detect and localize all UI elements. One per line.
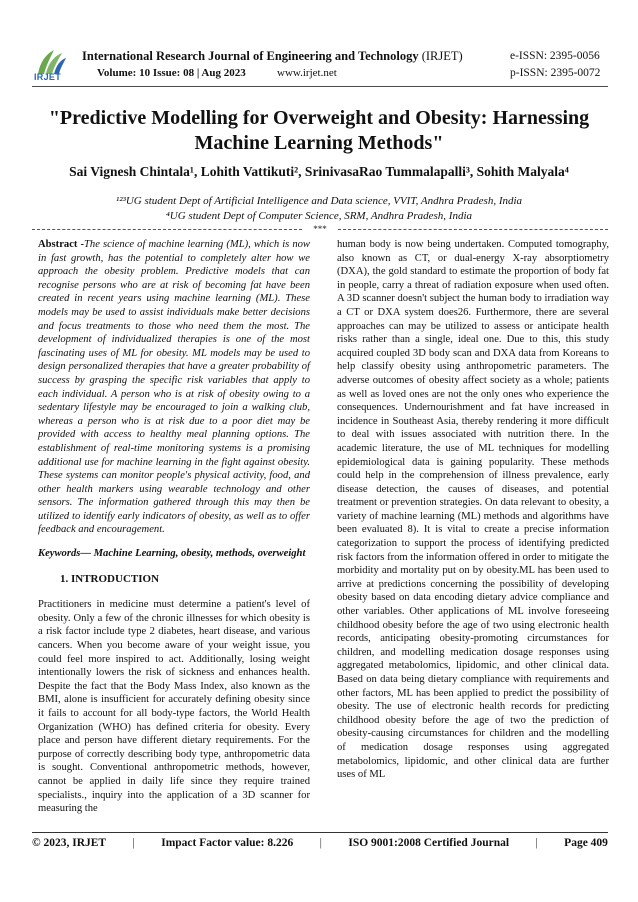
separator-dash-right	[338, 229, 608, 230]
separator-stars: ***	[313, 225, 327, 234]
journal-name	[82, 49, 463, 64]
footer-page-number: Page 409	[564, 837, 608, 849]
keywords	[38, 547, 310, 561]
right-column	[337, 238, 609, 782]
section-separator	[32, 225, 608, 235]
section-heading-introduction: 1. INTRODUCTION	[60, 572, 160, 585]
paper-title: "Predictive Modelling for Overweight and Obesity: Harnessing Machine Learning Methods"	[48, 107, 590, 154]
footer-divider: |	[319, 837, 322, 849]
journal-abbr: (IRJET)	[421, 49, 463, 63]
footer-divider: |	[535, 837, 538, 849]
journal-name-text: International Research Journal of Engineering and Technology	[82, 49, 419, 63]
keywords-label: Keywords—	[38, 548, 91, 560]
eissn: e-ISSN: 2395-0056	[510, 50, 600, 62]
header-rule	[32, 86, 608, 87]
journal-website: www.irjet.net	[277, 67, 337, 79]
affiliation-2: ⁴UG student Dept of Computer Science, SRM, Andhra Pradesh, India	[165, 210, 473, 222]
journal-header	[0, 0, 638, 86]
footer-copyright: © 2023, IRJET	[32, 837, 107, 849]
abstract-label: Abstract -	[38, 239, 85, 250]
paper-authors: Sai Vignesh Chintala¹, Lohith Vattikuti², SrinivasaRao Tummalapalli³, Sohith Malyala⁴	[69, 164, 569, 179]
introduction-text-right: human body is now being undertaken. Computed tomography, also known as CT, or dual-energy X-ray absorptiometry (DXA), the gold standard to estimate the proportion of body fat in people, carry a threat of radiation exposure when used often. A 3D scanner doesn't subject the human body to irradiation way a CT or DXA system does26. Furthermore, there are several approaches can may be utilized to assess or anticipate health risks rather than a single, ideal one. Due to this, this study acquired coupled 3D body scan and DXA data from Koreans to help classify obesity using anthropometric parameters. The adverse outcomes of obesity affect society as a whole; patients as well as loved ones are not the only ones who experience the consequences. Undernourishment and fat have increased in incidence in Southeast Asia, thereby rendering it more difficult to deal with issues associated with nutrition there. In the academic literature, the use of ML techniques for modelling epidemiological data is gaining popularity. These methods could help in the comprehension of illness prevalence, early disease detection, the causes of diseases, and potential treatment or prevention strategies. On data relevant to obesity, a variety of machine learning (ML) methods and algorithms have been evaluated 8). It is vital to create a precise information categorization to support the process of identifying predicted risk factors from the information offered in order to mitigate the morbidity and mortality put on by obesity.ML has been used to arrive at predictions concerning the possibility of developing obesity based on data encoding dietary advice compliance and other variables. Other applications of ML involve foreseeing childhood obesity before the age of two using electronic health records, anticipating obesity-promoting circumstances for children, and modelling medication dosage responses using aggregated metabolomics, lipidomic, and other clinical data. Based on data being dietary compliance with requirements and other factors, ML has been applied to predict the possibility of obesity. The use of electronic health records for predicting childhood obesity before the age of two the prediction of obesity-causing circumstances for children and the modelling of medication dosage responses using aggregated metabolomics, lipidomic, and other clinical data are further uses of ML	[337, 239, 609, 781]
abstract	[38, 238, 310, 537]
affiliation-1: ¹²³UG student Dept of Artificial Intelligence and Data science, VVIT, Andhra Pradesh, India	[115, 195, 523, 207]
logo-text: IRJET	[34, 72, 62, 82]
pissn: p-ISSN: 2395-0072	[510, 67, 601, 79]
footer-iso: ISO 9001:2008 Certified Journal	[348, 837, 510, 849]
footer-impact-factor: Impact Factor value: 8.226	[161, 837, 294, 849]
introduction-text-left: Practitioners in medicine must determine a patient's level of obesity. Only a few of the chronic illnesses for which obesity is a risk factor include type 2 diabetes, heart disease, and various cancers. When you become aware of your weight issue, you could feel more inspired to act. Additionally, losing weight intentionally lowers the risk of sickness and enhances health. Despite the fact that the Body Mass Index, also known as the BMI, alone is insufficient for accurately defining obesity since it fails to account for all body-type factors, the World Health Organization (WHO) has defined criteria for obesity. Every place and person have different dietary requirements. For the purpose of correctly describing body type, anthropometric data is sought. Conventional anthropometric methods, however, cannot be applied in daily life since they require trained specialists., inquiry into the application of a 3D scanner for measuring the	[38, 599, 310, 815]
volume-issue: Volume: 10 Issue: 08 | Aug 2023	[97, 67, 246, 79]
left-column	[38, 238, 310, 816]
keywords-text: Machine Learning, obesity, methods, overweight	[90, 548, 306, 560]
abstract-text: The science of machine learning (ML), which is now in fast growth, has the potential to completely alter how we approach the obesity problem. Predictive models that can recognise persons who are at risk of becoming fat have been created in recent years using machine learning (ML). These models may be used to assist individuals make better decisions and focus treatments to those who need them the most. The development of individualized therapies is one of the most fascinating uses of ML for obesity. ML models may be used to design personalized therapies that have a greater probability of success by grasping the specific risk variables that apply to each individual. A person who is at risk of obesity owing to a sedentary lifestyle may be encouraged to join a walking club, whereas a person who is at risk due to a poor diet may be provided with access to healthy meal planning options. The establishment of real-time monitoring systems is a promising additional use for machine learning in the fight against obesity. These systems can monitor people's physical activity, food, and other health markers using wearable technology and other sensors. The information gathered through this may then be utilized to identify early indicators of obesity, as well as to offer feedback and encouragement.	[38, 239, 310, 536]
footer-divider: |	[132, 837, 135, 849]
page-footer	[32, 832, 608, 849]
